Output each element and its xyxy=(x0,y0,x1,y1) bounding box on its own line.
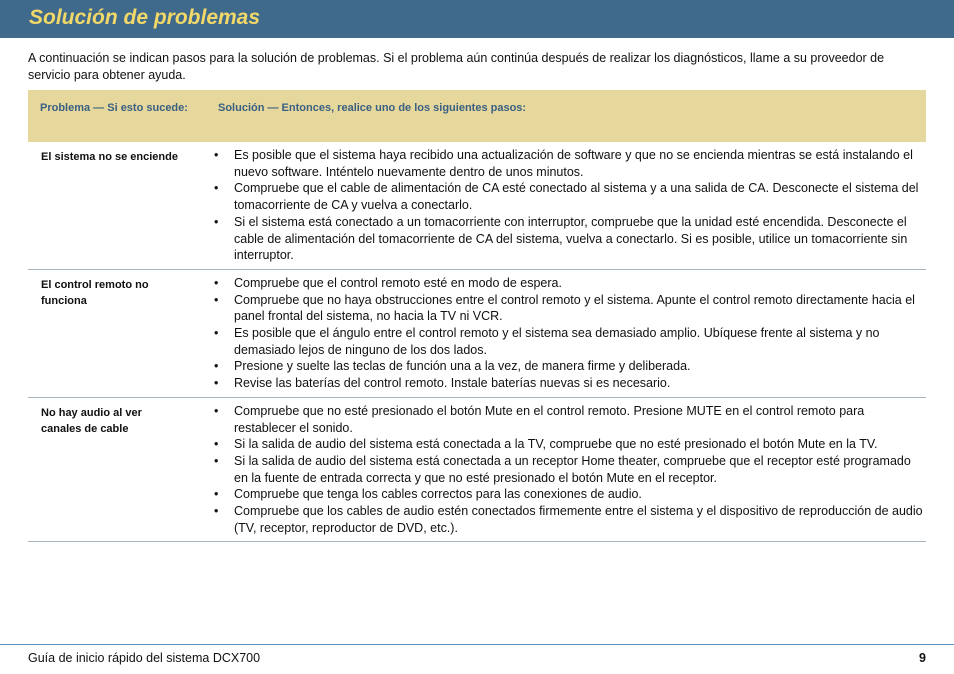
solution-text: Compruebe que los cables de audio estén conectados firmemente entre el sistema y el dispositivo de reproducción de audio (TV, receptor, reproductor de DVD, etc.). xyxy=(234,504,923,535)
solution-item xyxy=(214,358,926,375)
column-header-problem: Problema — Si esto sucede: xyxy=(40,102,188,114)
bullet-icon: • xyxy=(214,437,219,452)
solution-text: Es posible que el sistema haya recibido una actualización de software y que no se encienda mientras se está instalando el nuevo software. Inténtelo nuevamente dentro de unos minutos. xyxy=(234,148,913,179)
problem-cell: No hay audio al ver canales de cable xyxy=(41,406,142,435)
solution-list xyxy=(214,398,926,542)
bullet-icon: • xyxy=(214,326,219,341)
bullet-icon: • xyxy=(214,275,219,290)
bullet-icon: • xyxy=(214,181,219,196)
solution-item xyxy=(214,403,926,436)
solution-item xyxy=(214,436,926,453)
solution-text: Si el sistema está conectado a un tomacorriente con interruptor, compruebe que la unidad esté encendida. Desconecte el cable de alimentación del tomacorriente de CA del sistema, vuelva a conectarlo. Si es posible, utilice un tomacorriente sin interruptor. xyxy=(234,214,908,263)
problem-cell: El sistema no se enciende xyxy=(41,151,178,163)
bullet-icon: • xyxy=(214,292,219,307)
solution-text: Si la salida de audio del sistema está conectada a un receptor Home theater, compruebe que el receptor esté programado en la fuente de entrada correcta y que no esté presionado el botón Mute en el receptor. xyxy=(234,453,911,485)
solution-list xyxy=(214,270,926,397)
bullet-icon: • xyxy=(214,504,219,519)
solution-text: Presione y suelte las teclas de función una a la vez, de manera firme y deliberada. xyxy=(234,359,691,374)
page-number: 9 xyxy=(919,651,926,665)
solution-text: Si la salida de audio del sistema está conectada a la TV, compruebe que no esté presionado el botón Mute en la TV. xyxy=(234,437,878,452)
bullet-icon: • xyxy=(214,453,219,468)
solution-item xyxy=(214,325,926,358)
footer-document-title: Guía de inicio rápido del sistema DCX700 xyxy=(28,651,261,665)
bullet-icon: • xyxy=(214,403,219,418)
problem-cell: El control remoto no funciona xyxy=(41,278,149,307)
intro-paragraph: A continuación se indican pasos para la solución de problemas. Si el problema aún continúa después de realizar los diagnósticos, llame a su proveedor de servicio para obtener ayuda. xyxy=(28,51,885,82)
solution-item xyxy=(214,375,926,392)
solution-item xyxy=(214,180,926,213)
column-header-solution: Solución — Entonces, realice uno de los siguientes pasos: xyxy=(218,102,527,114)
solution-item xyxy=(214,486,926,503)
bullet-icon: • xyxy=(214,487,219,502)
solution-text: Compruebe que tenga los cables correctos para las conexiones de audio. xyxy=(234,487,642,502)
footer-divider xyxy=(0,644,954,645)
table-row xyxy=(28,142,926,270)
solution-item xyxy=(214,292,926,325)
header-bar xyxy=(0,0,954,38)
troubleshooting-table xyxy=(28,90,926,542)
table-row xyxy=(28,270,926,398)
bullet-icon: • xyxy=(214,148,219,162)
bullet-icon: • xyxy=(214,214,219,229)
solution-list xyxy=(214,142,926,269)
bullet-icon: • xyxy=(214,359,219,374)
solution-item xyxy=(214,147,926,180)
solution-item xyxy=(214,503,926,536)
solution-text: Compruebe que el control remoto esté en modo de espera. xyxy=(234,275,562,290)
solution-text: Compruebe que no haya obstrucciones entre el control remoto y el sistema. Apunte el control remoto directamente hacia el panel frontal del sistema, no hacia la TV ni VCR. xyxy=(234,292,915,324)
solution-item xyxy=(214,453,926,486)
table-header xyxy=(28,90,926,142)
bullet-icon: • xyxy=(214,376,219,391)
table-row xyxy=(28,398,926,543)
solution-item xyxy=(214,214,926,264)
solution-item xyxy=(214,275,926,292)
solution-text: Compruebe que el cable de alimentación de CA esté conectado al sistema y a una salida de CA. Desconecte el sistema del tomacorriente de CA y vuelva a conectarlo. xyxy=(234,181,919,213)
solution-text: Compruebe que no esté presionado el botón Mute en el control remoto. Presione MUTE en el control remoto para restablecer el sonido. xyxy=(234,403,865,435)
solution-text: Revise las baterías del control remoto. Instale baterías nuevas si es necesario. xyxy=(234,376,671,391)
page-title: Solución de problemas xyxy=(29,6,261,29)
solution-text: Es posible que el ángulo entre el control remoto y el sistema sea demasiado amplio. Ubíquese frente al sistema y no demasiado lejos de ninguno de los dos lados. xyxy=(234,326,880,357)
